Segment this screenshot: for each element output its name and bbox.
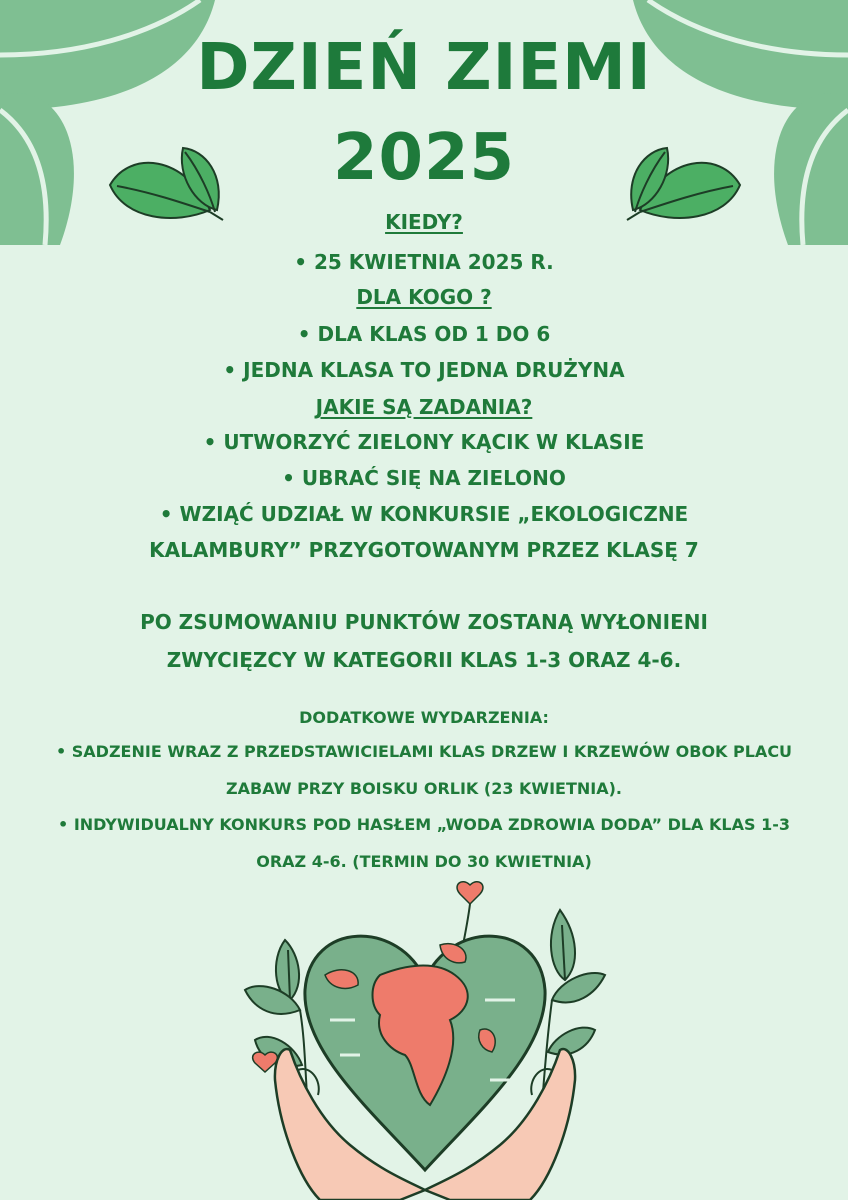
task-item: • WZIĄĆ UDZIAŁ W KONKURSIE „EKOLOGICZNE [159, 502, 689, 526]
summary-line: PO ZSUMOWANIU PUNKTÓW ZOSTANĄ WYŁONIENI [140, 610, 708, 634]
task-item: • UTWORZYĆ ZIELONY KĄCIK W KLASIE [203, 430, 645, 454]
extra-line: ZABAW PRZY BOISKU ORLIK (23 KWIETNIA). [226, 779, 622, 798]
extra-line: • INDYWIDUALNY KONKURS POD HASŁEM „WODA ZDROWIA DODA” DLA KLAS 1-3 [58, 815, 790, 834]
summary-line: ZWYCIĘZCY W KATEGORII KLAS 1-3 ORAZ 4-6. [166, 648, 682, 672]
when-heading: KIEDY? [385, 210, 463, 234]
earth-heart-hands-illustration [230, 880, 620, 1200]
when-item: • 25 KWIETNIA 2025 R. [294, 250, 554, 274]
page-title: DZIEŃ ZIEMI [196, 31, 652, 105]
who-item: • DLA KLAS OD 1 DO 6 [297, 322, 551, 346]
who-item: • JEDNA KLASA TO JEDNA DRUŻYNA [223, 358, 625, 382]
page-title-year: 2025 [332, 121, 516, 195]
extra-line: ORAZ 4-6. (TERMIN DO 30 KWIETNIA) [256, 852, 592, 871]
extra-line: • SADZENIE WRAZ Z PRZEDSTAWICIELAMI KLAS DRZEW I KRZEWÓW OBOK PLACU [55, 742, 793, 761]
task-item: KALAMBURY” PRZYGOTOWANYM PRZEZ KLASĘ 7 [149, 538, 699, 562]
who-heading: DLA KOGO ? [356, 285, 492, 309]
extra-heading: DODATKOWE WYDARZENIA: [299, 708, 549, 727]
task-item: • UBRAĆ SIĘ NA ZIELONO [282, 466, 566, 490]
tasks-heading: JAKIE SĄ ZADANIA? [315, 395, 533, 419]
